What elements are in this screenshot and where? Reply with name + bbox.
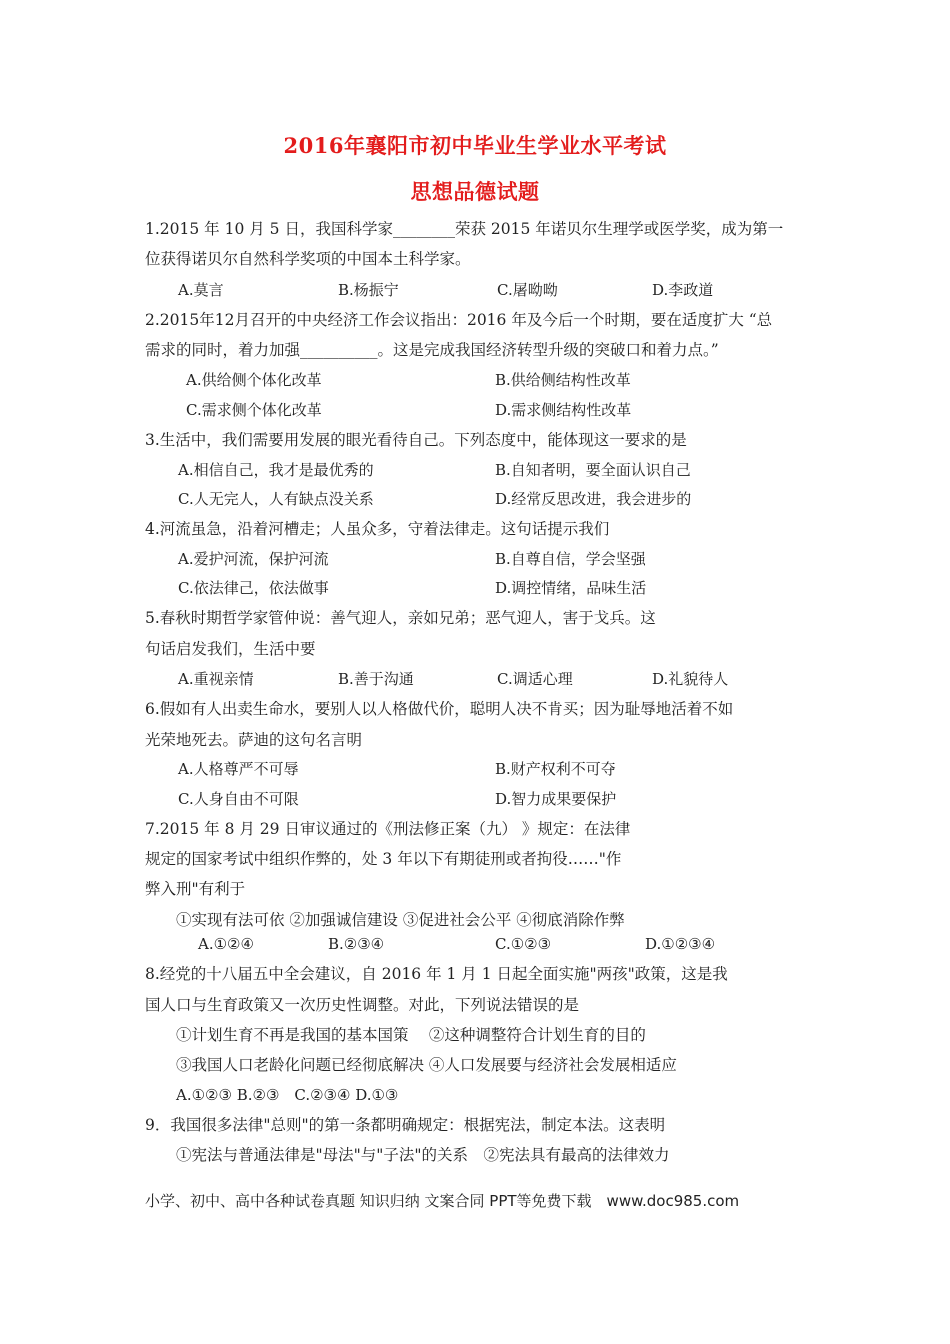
- question-3-line-1: 3.生活中，我们需要用发展的眼光看待自己。下列态度中，能体现这一要求的是: [145, 431, 687, 449]
- question-2-line-2: 需求的同时，着力加强__________。这是完成我国经济转型升级的突破口和着力点。”: [145, 341, 719, 359]
- question-8-line-2: 国人口与生育政策又一次历史性调整。对此，下列说法错误的是: [145, 996, 580, 1014]
- question-1-line-2: 位获得诺贝尔自然科学奖项的中国本土科学家。: [145, 250, 471, 268]
- question-5-option-a: A.重视亲情: [178, 670, 254, 688]
- question-1-line-1: 1.2015 年 10 月 5 日，我国科学家________荣获 2015 年诺贝尔生理学或医学奖，成为第一: [145, 220, 784, 238]
- question-3-option-d: D.经常反思改进，我会进步的: [495, 490, 692, 508]
- question-5-line-2: 句话启发我们，生活中要: [145, 640, 316, 658]
- question-7-option-d: D.①②③④: [645, 935, 716, 953]
- question-4-option-b: B.自尊自信，学会坚强: [495, 550, 646, 568]
- question-5-option-b: B.善于沟通: [338, 670, 414, 688]
- question-4-option-d: D.调控情绪，品味生活: [495, 579, 647, 597]
- question-2-option-c: C.需求侧个体化改革: [186, 401, 322, 419]
- question-5-line-1: 5.春秋时期哲学家管仲说：善气迎人，亲如兄弟；恶气迎人，害于戈兵。这: [145, 609, 656, 627]
- question-2-option-d: D.需求侧结构性改革: [495, 401, 632, 419]
- question-1-option-a: A.莫言: [178, 281, 224, 299]
- question-2-option-b: B.供给侧结构性改革: [495, 371, 631, 389]
- question-9-statements-1: ①宪法与普通法律是"母法"与"子法"的关系 ②宪法具有最高的法律效力: [176, 1146, 670, 1164]
- question-1-option-c: C.屠呦呦: [497, 281, 558, 299]
- question-7-option-a: A.①②④: [198, 935, 254, 953]
- question-6-option-b: B.财产权利不可夺: [495, 760, 616, 778]
- question-6-option-a: A.人格尊严不可辱: [178, 760, 299, 778]
- question-5-option-d: D.礼貌待人: [652, 670, 729, 688]
- question-1-option-d: D.李政道: [652, 281, 714, 299]
- question-2-line-1: 2.2015年12月召开的中央经济工作会议指出：2016 年及今后一个时期，要在适度扩大 “总: [145, 311, 773, 329]
- exam-title: 2016年襄阳市初中毕业生学业水平考试: [283, 133, 667, 158]
- question-3-option-b: B.自知者明，要全面认识自己: [495, 461, 691, 479]
- question-7-line-2: 规定的国家考试中组织作弊的，处 3 年以下有期徒刑或者拘役……"作: [145, 850, 622, 868]
- question-7-line-3: 弊入刑"有利于: [145, 880, 246, 898]
- question-6-option-c: C.人身自由不可限: [178, 790, 299, 808]
- question-9-line-1: 9．我国很多法律"总则"的第一条都明确规定：根据宪法，制定本法。这表明: [145, 1116, 666, 1134]
- question-4-option-c: C.依法律己，依法做事: [178, 579, 329, 597]
- question-4-line-1: 4.河流虽急，沿着河槽走；人虽众多，守着法律走。这句话提示我们: [145, 520, 610, 538]
- question-8-line-1: 8.经党的十八届五中全会建议，自 2016 年 1 月 1 日起全面实施"两孩"政策，这是我: [145, 965, 728, 983]
- exam-subtitle: 思想品德试题: [410, 179, 540, 204]
- question-5-option-c: C.调适心理: [497, 670, 573, 688]
- question-1-option-b: B.杨振宁: [338, 281, 399, 299]
- question-3-option-a: A.相信自己，我才是最优秀的: [178, 461, 374, 479]
- question-7-option-c: C.①②③: [495, 935, 552, 953]
- question-3-option-c: C.人无完人，人有缺点没关系: [178, 490, 374, 508]
- question-6-line-1: 6.假如有人出卖生命水，要别人以人格做代价，聪明人决不肯买；因为耻辱地活着不如: [145, 700, 734, 718]
- question-2-option-a: A.供给侧个体化改革: [186, 371, 322, 389]
- question-8-statements-1: ①计划生育不再是我国的基本国策 ②这种调整符合计划生育的目的: [176, 1026, 646, 1044]
- question-7-statements: ①实现有法可依 ②加强诚信建设 ③促进社会公平 ④彻底消除作弊: [176, 911, 625, 929]
- question-7-option-b: B.②③④: [328, 935, 385, 953]
- question-7-line-1: 7.2015 年 8 月 29 日审议通过的《刑法修正案（九） 》规定：在法律: [145, 820, 631, 838]
- question-6-line-2: 光荣地死去。萨迪的这句名言明: [145, 731, 363, 749]
- footer-text: 小学、初中、高中各种试卷真题 知识归纳 文案合同 PPT等免费下载 www.doc985.com: [145, 1192, 740, 1210]
- question-8-statements-2: ③我国人口老龄化问题已经彻底解决 ④人口发展要与经济社会发展相适应: [176, 1056, 677, 1074]
- question-6-option-d: D.智力成果要保护: [495, 790, 617, 808]
- question-8-options: A.①②③ B.②③ C.②③④ D.①③: [176, 1086, 399, 1104]
- question-4-option-a: A.爱护河流，保护河流: [178, 550, 329, 568]
